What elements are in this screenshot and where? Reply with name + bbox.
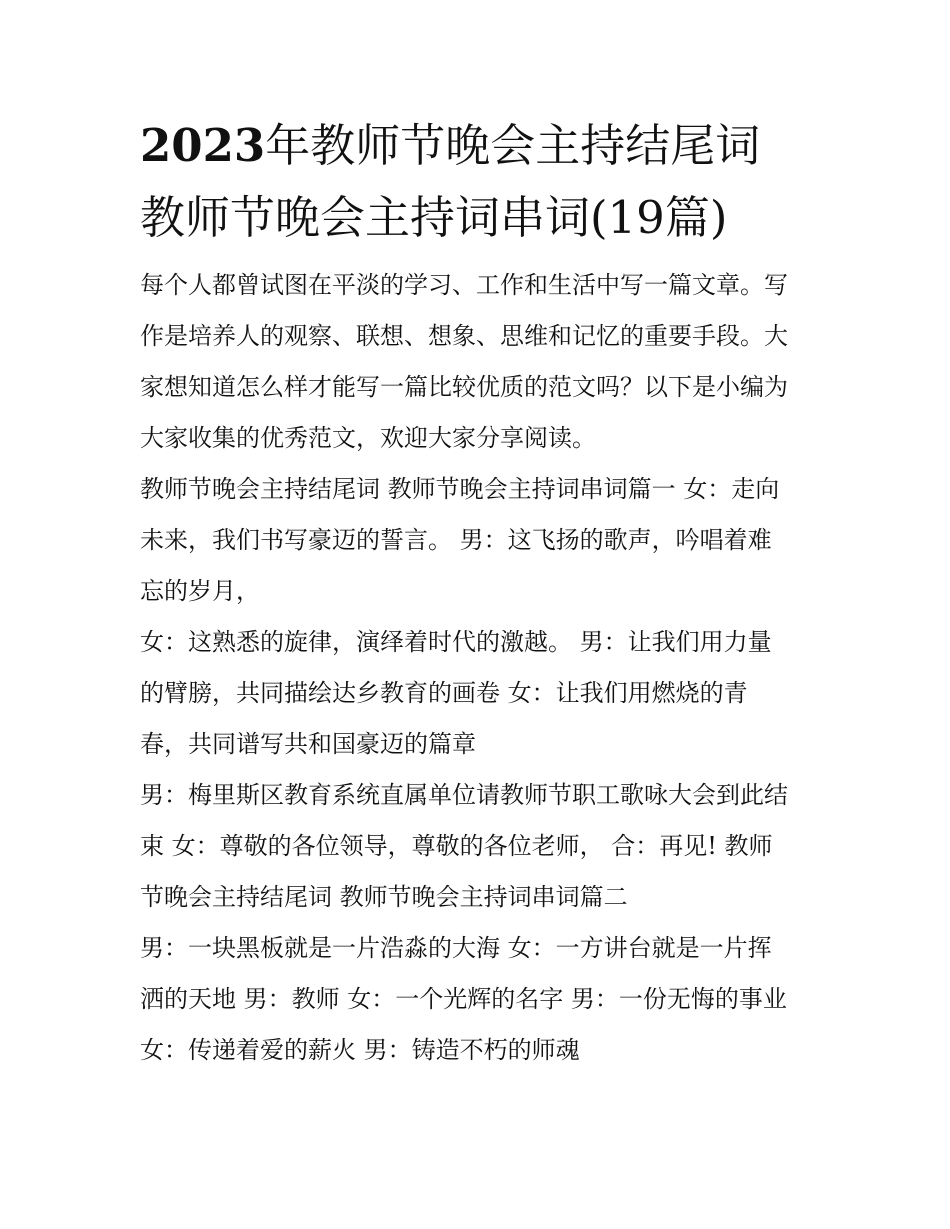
paragraph-2 [140, 617, 820, 770]
text-line: 教师节晚会主持结尾词 教师节晚会主持词串词篇一 女：走向 [140, 475, 780, 503]
text-line: 大家收集的优秀范文，欢迎大家分享阅读。 [140, 424, 596, 452]
paragraph-4 [140, 923, 820, 1076]
text-line: 束 女：尊敬的各位领导，尊敬的各位老师， 合：再见! 教师 [140, 832, 773, 860]
text-line: 男：梅里斯区教育系统直属单位请教师节职工歌咏大会到此结 [140, 781, 788, 809]
document-page [140, 110, 820, 1076]
document-body [140, 260, 820, 1076]
title-line-1 [140, 110, 820, 182]
text-line: 忘的岁月， [140, 577, 260, 605]
title-year: 2023 [140, 119, 266, 172]
text-line: 的臂膀，共同描绘达乡教育的画卷 女：让我们用燃烧的青 [140, 679, 748, 707]
text-line: 每个人都曾试图在平淡的学习、工作和生活中写一篇文章。写 [140, 271, 788, 299]
document-title [140, 110, 820, 254]
text-line: 男：一块黑板就是一片浩淼的大海 女：一方讲台就是一片挥 [140, 934, 772, 962]
text-line: 洒的天地 男：教师 女：一个光辉的名字 男：一份无悔的事业 [140, 985, 787, 1013]
text-line: 家想知道怎么样才能写一篇比较优质的范文吗？以下是小编为 [140, 373, 788, 401]
text-line: 作是培养人的观察、联想、想象、思维和记忆的重要手段。大 [140, 322, 788, 350]
paragraph-intro [140, 260, 820, 464]
text-line: 春，共同谱写共和国豪迈的篇章 [140, 730, 476, 758]
title-line-2: 教师节晚会主持词串词(19篇) [140, 191, 728, 244]
text-line: 节晚会主持结尾词 教师节晚会主持词串词篇二 [140, 883, 628, 911]
text-line: 女：这熟悉的旋律，演绎着时代的激越。 男：让我们用力量 [140, 628, 772, 656]
paragraph-3 [140, 770, 820, 923]
text-line: 未来，我们书写豪迈的誓言。 男：这飞扬的歌声，吟唱着难 [140, 526, 772, 554]
text-line: 女：传递着爱的薪火 男：铸造不朽的师魂 [140, 1036, 580, 1064]
paragraph-1 [140, 464, 820, 617]
title-line-1-text: 年教师节晚会主持结尾词 [265, 119, 761, 172]
